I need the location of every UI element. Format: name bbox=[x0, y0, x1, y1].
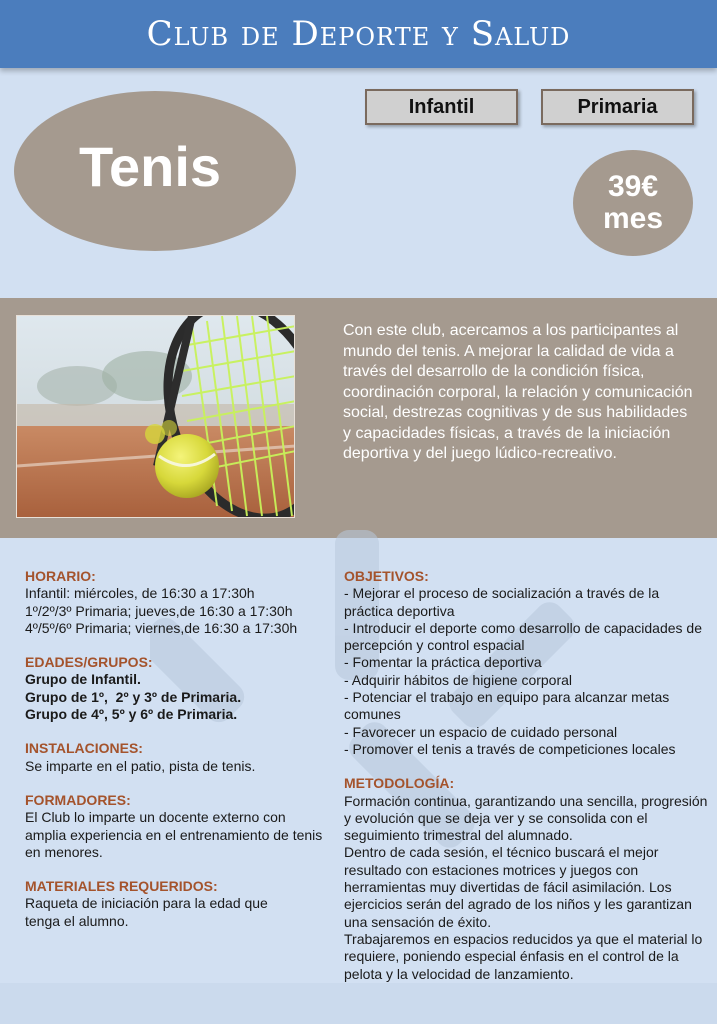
metodologia-paragraph: Trabajaremos en espacios reducidos ya que el material lo requiere, poniendo especial énfasis en el control de la pelota y la velocidad de lanzamiento. bbox=[344, 930, 703, 982]
instalaciones-heading: INSTALACIONES: bbox=[25, 740, 143, 757]
metodologia-paragraph: Dentro de cada sesión, el técnico buscará el mejor resultado con estaciones motrices y juegos con herramientas muy divertidas de fácil asimilación. Los ejercicios serán del agrado de los niños y les garantizan una sensación de éxito. bbox=[344, 844, 692, 930]
header-bar bbox=[0, 0, 717, 68]
metodologia-paragraph: Formación continua, garantizando una sencilla, progresión y evolución que se deja ver y se consolida con el seguimiento trimestral del alumnado. bbox=[344, 792, 708, 844]
price-period: mes bbox=[602, 202, 664, 235]
badge-infantil: Infantil bbox=[365, 89, 518, 125]
materiales-section bbox=[25, 878, 325, 930]
tennis-photo bbox=[16, 315, 295, 518]
tennis-ball-racket-image bbox=[17, 316, 295, 518]
price-circle bbox=[573, 150, 693, 256]
grupo-line: Grupo de 1º, 2º y 3º de Primaria. bbox=[25, 688, 242, 705]
objetivos-section bbox=[344, 568, 712, 758]
objetivo-item: - Adquirir hábitos de higiene corporal bbox=[344, 671, 573, 688]
metodologia-section bbox=[344, 775, 712, 983]
formadores-text: El Club lo imparte un docente externo con amplia experiencia en el entrenamiento de tenis en menores. bbox=[25, 809, 323, 860]
activity-title-oval bbox=[14, 91, 296, 251]
edades-heading: EDADES/GRUPOS: bbox=[25, 654, 153, 671]
grupo-line: Grupo de 4º, 5º y 6º de Primaria. bbox=[25, 706, 238, 723]
objetivo-item: - Fomentar la práctica deportiva bbox=[344, 654, 542, 671]
objetivo-item: - Mejorar el proceso de socialización a través de la práctica deportiva bbox=[344, 585, 660, 619]
intro-text: Con este club, acercamos a los participantes al mundo del tenis. A mejorar la calidad de vida a través del desarrollo de la condición física, coordinación corporal, la relación y comunicación social, destrezas cognitivas y de sus habilidades y capacidades físicas, a través de la iniciación deportiva y del juego lúdico-recreativo. bbox=[343, 322, 693, 462]
right-column bbox=[344, 568, 712, 1000]
horario-heading: HORARIO: bbox=[25, 568, 96, 584]
price-amount: 39€ bbox=[607, 170, 659, 203]
horario-section bbox=[25, 568, 325, 637]
instalaciones-section bbox=[25, 740, 325, 775]
horario-line: Infantil: miércoles, de 16:30 a 17:30h bbox=[25, 585, 255, 602]
instalaciones-text: Se imparte en el patio, pista de tenis. bbox=[25, 757, 256, 774]
horario-line: 1º/2º/3º Primaria; jueves,de 16:30 a 17:30h bbox=[25, 602, 293, 619]
objetivo-item: - Introducir el deporte como desarrollo de capacidades de percepción y control espacial bbox=[344, 619, 702, 654]
grupo-line: Grupo de Infantil. bbox=[25, 671, 141, 688]
objetivo-item: - Promover el tenis a través de competiciones locales bbox=[344, 740, 676, 757]
club-title: Club de Deporte y Salud bbox=[146, 14, 571, 54]
objetivo-item: - Potenciar el trabajo en equipo para alcanzar metas comunes bbox=[344, 689, 670, 723]
intro-band bbox=[0, 298, 717, 538]
materiales-text: Raqueta de iniciación para la edad que tenga el alumno. bbox=[25, 895, 268, 929]
formadores-section bbox=[25, 792, 325, 861]
footer-band bbox=[0, 983, 717, 1024]
objetivo-item: - Favorecer un espacio de cuidado personal bbox=[344, 723, 618, 740]
badge-primaria: Primaria bbox=[541, 89, 694, 125]
activity-title: Tenis bbox=[78, 134, 222, 198]
edades-section bbox=[25, 654, 325, 723]
metodologia-heading: METODOLOGÍA: bbox=[344, 775, 455, 792]
left-column bbox=[25, 568, 325, 947]
objetivos-heading: OBJETIVOS: bbox=[344, 568, 429, 584]
horario-line: 4º/5º/6º Primaria; viernes,de 16:30 a 17:30h bbox=[25, 619, 298, 636]
materiales-heading: MATERIALES REQUERIDOS: bbox=[25, 878, 218, 895]
formadores-heading: FORMADORES: bbox=[25, 791, 131, 808]
